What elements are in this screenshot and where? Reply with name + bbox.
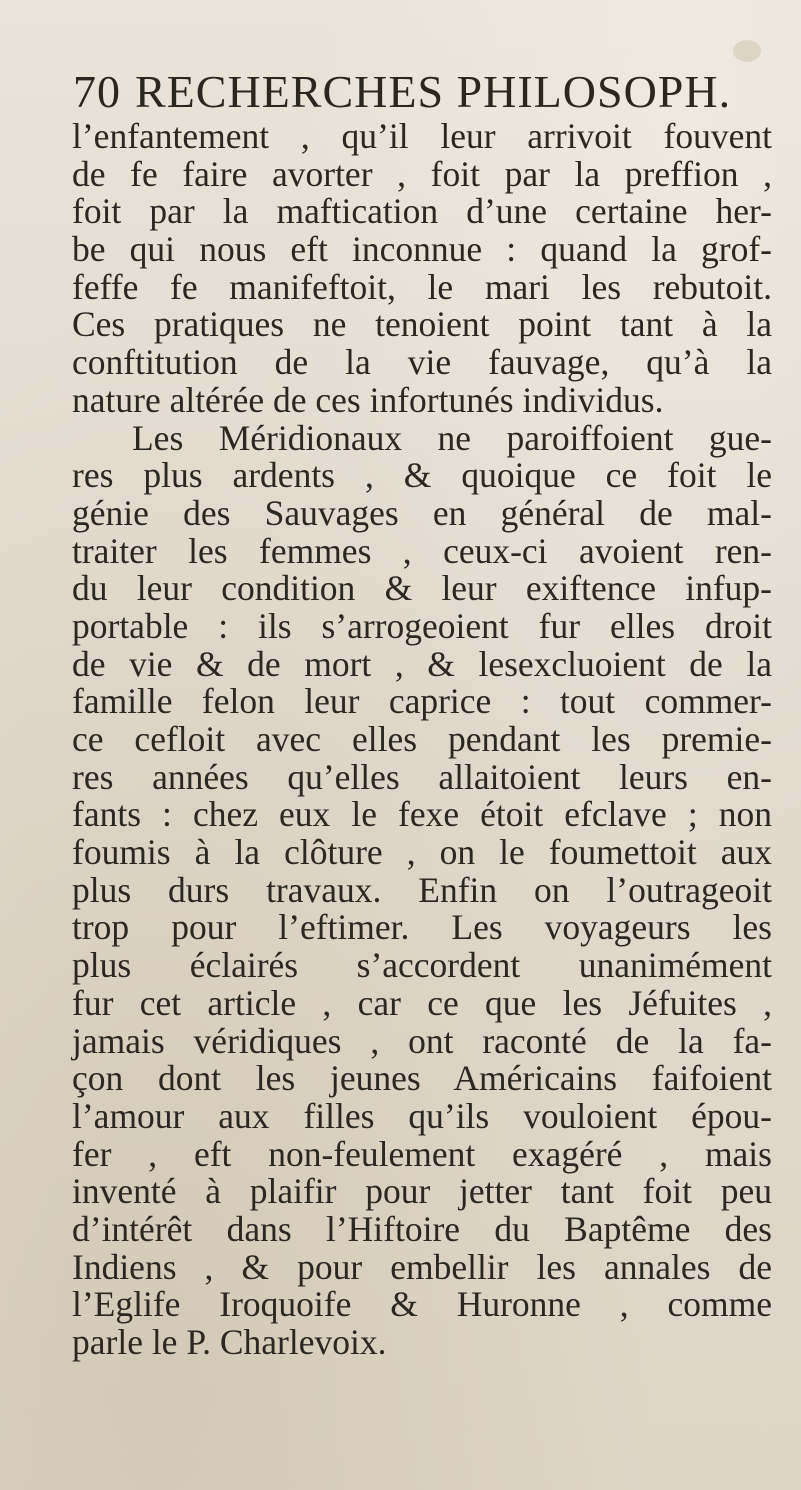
text-line: conftitution de la vie fauvage, qu’à la [72, 342, 772, 383]
text-line: Ces pratiques ne tenoient point tant à la [72, 304, 772, 345]
text-line: portable : ils s’arrogeoient fur elles droit [72, 605, 772, 646]
text-line: foit par la maftication d’une certaine her- [72, 191, 772, 232]
text-line: plus éclairés s’accordent unanimément [72, 945, 772, 986]
text-line: famille felon leur caprice : tout commer- [72, 681, 772, 722]
text-line: Indiens , & pour embellir les annales de [72, 1246, 772, 1287]
text-line: de vie & de mort , & lesexcluoient de la [72, 643, 772, 684]
text-line: l’amour aux filles qu’ils vouloient épou- [72, 1095, 772, 1136]
text-line: res années qu’elles allaitoient leurs en- [72, 756, 772, 797]
text-line: be qui nous eft inconnue : quand la grof- [72, 229, 772, 270]
text-line: jamais véridiques , ont raconté de la fa- [72, 1020, 772, 1061]
text-line: çon dont les jeunes Américains faifoient [72, 1058, 772, 1099]
text-line: trop pour l’eftimer. Les voyageurs les [72, 907, 772, 948]
text-line: foumis à la clôture , on le foumettoit aux [72, 832, 772, 873]
text-line: l’Eglife Iroquoife & Huronne , comme [72, 1284, 772, 1325]
text-line: fur cet article , car ce que les Jéfuites , [72, 982, 772, 1023]
text-line: parle le P. Charlevoix. [72, 1322, 387, 1362]
text-line: de fe faire avorter , foit par la preffion , [72, 153, 772, 194]
paper-stain [733, 40, 761, 62]
text-line: du leur condition & leur exiftence infup- [72, 568, 772, 609]
text-line: fants : chez eux le fexe étoit efclave ; non [72, 794, 772, 835]
text-line: fer , eft non-feulement exagéré , mais [72, 1133, 772, 1174]
text-line: d’intérêt dans l’Hiftoire du Baptême des [72, 1208, 772, 1249]
text-line: traiter les femmes , ceux-ci avoient ren- [72, 530, 772, 571]
page-number: 70 [73, 66, 121, 117]
text-line: plus durs travaux. Enfin on l’outrageoit [72, 869, 772, 910]
text-line: nature altérée de ces infortunés individus. [72, 379, 664, 420]
running-header [73, 66, 732, 118]
text-line: res plus ardents , & quoique ce foit le [72, 455, 772, 496]
text-line: feffe fe manifeftoit, le mari les rebutoit. [72, 266, 772, 307]
running-title: RECHERCHES PHILOSOPH. [135, 66, 732, 117]
text-line: inventé à plaifir pour jetter tant foit peu [72, 1171, 772, 1212]
body-text [72, 118, 772, 1362]
paragraph-start-line: Les Méridionaux ne paroiffoient gue- [132, 417, 772, 458]
text-line: l’enfantement , qu’il leur arrivoit fouvent [72, 116, 772, 156]
text-line: génie des Sauvages en général de mal- [72, 492, 772, 533]
text-line: ce cefloit avec elles pendant les premie- [72, 719, 772, 759]
